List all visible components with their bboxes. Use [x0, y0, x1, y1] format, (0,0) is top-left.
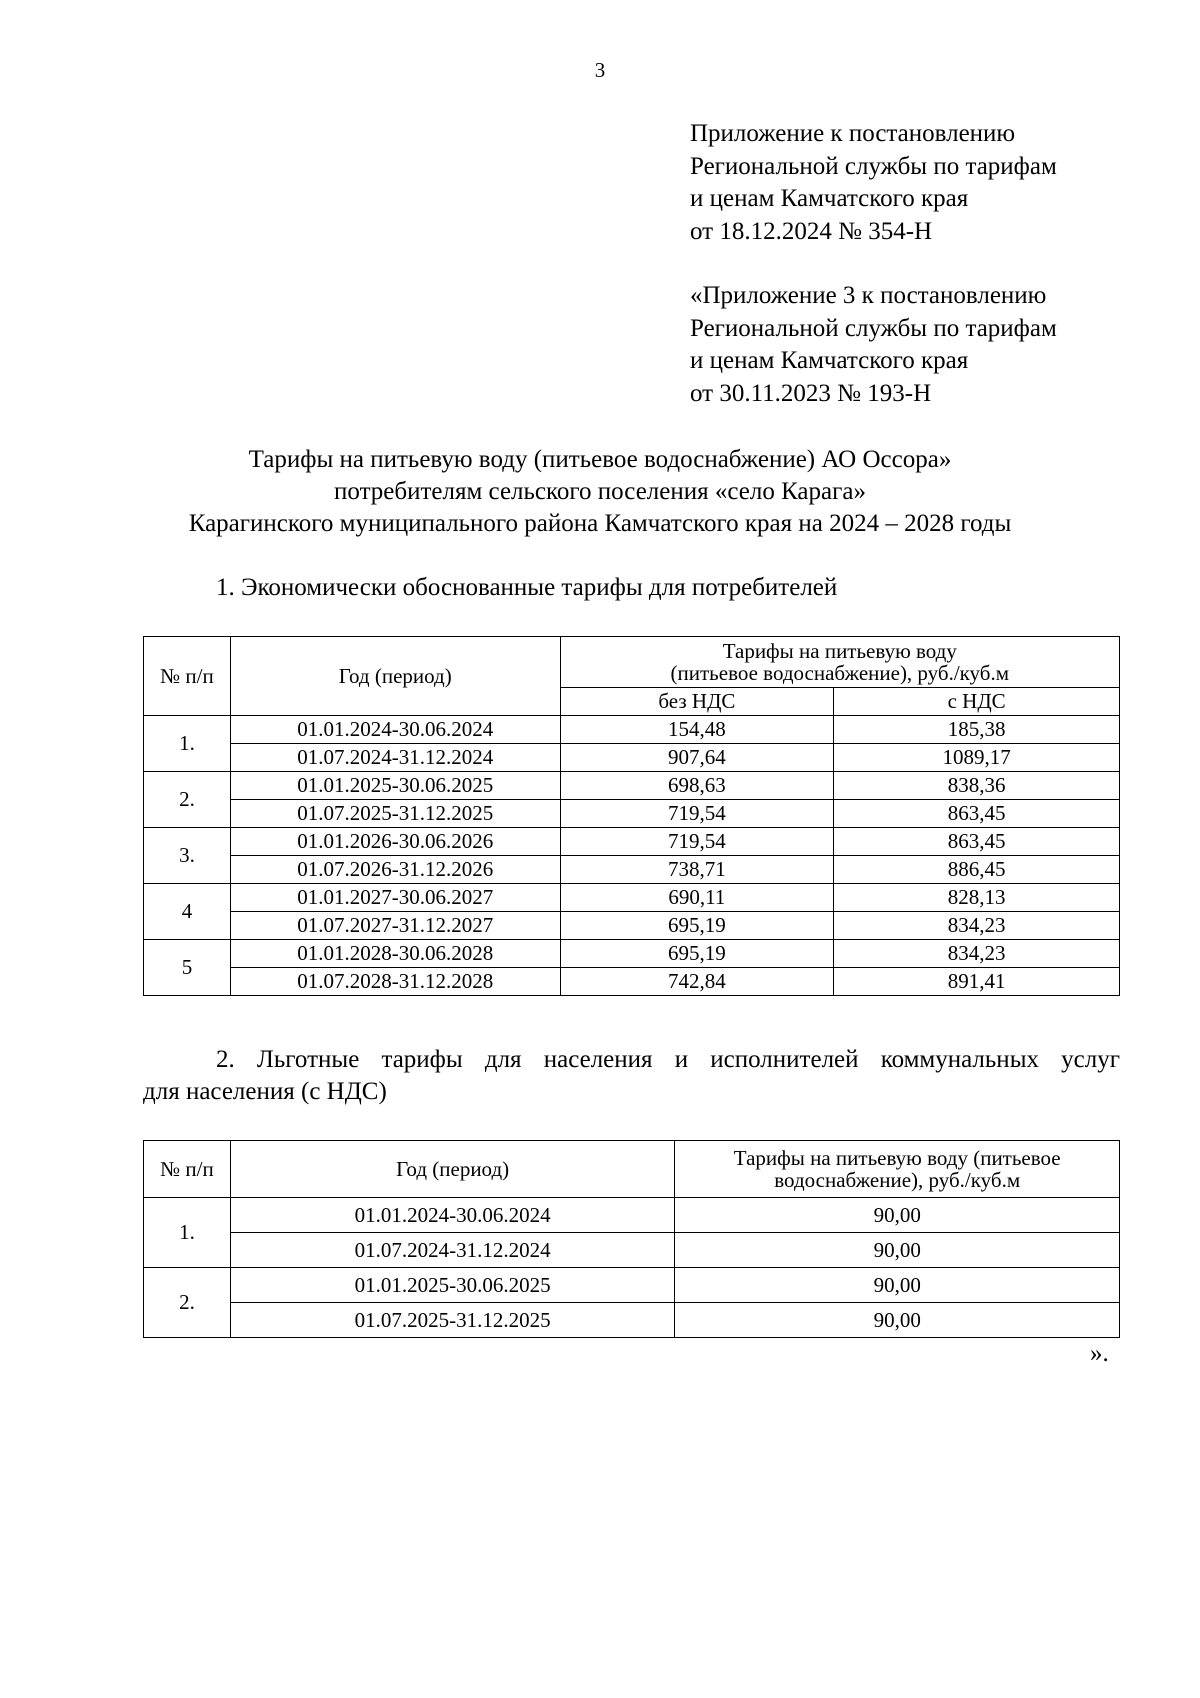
period-cell: 01.01.2024-30.06.2024: [230, 716, 560, 744]
row-number: 2.: [144, 1268, 231, 1338]
tariff-with-vat-cell: 828,13: [834, 884, 1120, 912]
header-num: № п/п: [144, 1141, 231, 1198]
header-no-vat: без НДС: [560, 688, 834, 716]
section2-heading-line: 2. Льготные тарифы для населения и исполнителей коммунальных услуг: [216, 1046, 1120, 1073]
tariff-no-vat-cell: 719,54: [560, 800, 834, 828]
appendix-reference: [690, 118, 1057, 248]
header-period: Год (период): [230, 1141, 675, 1198]
row-number: 3.: [144, 828, 231, 884]
table-row: [144, 828, 1120, 856]
tariff-no-vat-cell: 695,19: [560, 940, 834, 968]
appendix-line: и ценам Камчатского края: [690, 347, 969, 374]
period-cell: 01.01.2024-30.06.2024: [230, 1198, 675, 1233]
table-row: [144, 772, 1120, 800]
document-title: [0, 444, 1200, 540]
tariff-with-vat-cell: 834,23: [834, 912, 1120, 940]
table-row: [144, 912, 1120, 940]
tariff-no-vat-cell: 742,84: [560, 968, 834, 996]
table-row: [144, 1268, 1120, 1303]
header-period: Год (период): [230, 637, 560, 716]
tariff-value-cell: 90,00: [675, 1233, 1120, 1268]
tariff-value-cell: 90,00: [675, 1198, 1120, 1233]
table-row: [144, 940, 1120, 968]
table-row: [144, 1198, 1120, 1233]
section1-heading: 1. Экономически обоснованные тарифы для потребителей: [216, 574, 838, 601]
appendix-line: Приложение к постановлению: [690, 120, 1016, 147]
tariff-no-vat-cell: 907,64: [560, 744, 834, 772]
tariff-no-vat-cell: 738,71: [560, 856, 834, 884]
header-tariff-line: Тарифы на питьевую воду (питьевое: [733, 1145, 1061, 1170]
table-row: [144, 800, 1120, 828]
tariff-no-vat-cell: 698,63: [560, 772, 834, 800]
appendix-line: от 18.12.2024 № 354-Н: [690, 217, 933, 245]
table-row: [144, 968, 1120, 996]
appendix-3-reference: [690, 280, 1057, 410]
preferential-tariffs-table: [143, 1140, 1120, 1338]
tariff-no-vat-cell: 154,48: [560, 716, 834, 744]
table-row: [144, 1303, 1120, 1338]
header-tariff: [675, 1141, 1120, 1198]
title-line: Карагинского муниципального района Камчатского края на 2024 – 2028 годы: [188, 510, 1012, 537]
period-cell: 01.01.2026-30.06.2026: [230, 828, 560, 856]
table-row: [144, 744, 1120, 772]
economic-tariffs-table: [143, 636, 1120, 996]
tariff-value-cell: 90,00: [675, 1303, 1120, 1338]
table-body: [144, 716, 1120, 996]
tariff-no-vat-cell: 695,19: [560, 912, 834, 940]
table-row: [144, 856, 1120, 884]
appendix-line: от 30.11.2023 № 193-Н: [690, 379, 932, 407]
tariff-with-vat-cell: 834,23: [834, 940, 1120, 968]
appendix-line: и ценам Камчатского края: [690, 185, 969, 212]
row-number: 2.: [144, 772, 231, 828]
tariff-no-vat-cell: 690,11: [560, 884, 834, 912]
header-tariff-line: (питьевое водоснабжение), руб./куб.м: [670, 661, 1010, 685]
tariff-with-vat-cell: 838,36: [834, 772, 1120, 800]
period-cell: 01.01.2025-30.06.2025: [230, 1268, 675, 1303]
section2-heading-line: для населения (с НДС): [143, 1078, 387, 1105]
period-cell: 01.07.2027-31.12.2027: [230, 912, 560, 940]
header-tariff-line: водоснабжение), руб./куб.м: [774, 1168, 1021, 1192]
period-cell: 01.07.2024-31.12.2024: [230, 1233, 675, 1268]
header-tariff-line: Тарифы на питьевую воду: [722, 638, 957, 663]
period-cell: 01.07.2024-31.12.2024: [230, 744, 560, 772]
table-body: [144, 1198, 1120, 1338]
section2-heading: [143, 1044, 1120, 1108]
tariff-with-vat-cell: 185,38: [834, 716, 1120, 744]
tariff-value-cell: 90,00: [675, 1268, 1120, 1303]
title-line: Тарифы на питьевую воду (питьевое водоснабжение) АО Оссора»: [248, 446, 952, 473]
appendix-line: Региональной службы по тарифам: [690, 152, 1057, 180]
header-num: № п/п: [144, 637, 231, 716]
tariff-with-vat-cell: 863,45: [834, 828, 1120, 856]
tariff-with-vat-cell: 886,45: [834, 856, 1120, 884]
row-number: 1.: [144, 716, 231, 772]
row-number: 4: [144, 884, 231, 940]
table-row: [144, 716, 1120, 744]
row-number: 5: [144, 940, 231, 996]
header-with-vat: с НДС: [834, 688, 1120, 716]
closing-quote-mark: ».: [1090, 1340, 1109, 1367]
period-cell: 01.01.2028-30.06.2028: [230, 940, 560, 968]
period-cell: 01.07.2026-31.12.2026: [230, 856, 560, 884]
period-cell: 01.07.2025-31.12.2025: [230, 800, 560, 828]
period-cell: 01.07.2028-31.12.2028: [230, 968, 560, 996]
appendix-line: «Приложение 3 к постановлению: [690, 282, 1047, 309]
header-tariff: [560, 637, 1119, 688]
period-cell: 01.07.2025-31.12.2025: [230, 1303, 675, 1338]
tariff-no-vat-cell: 719,54: [560, 828, 834, 856]
tariff-with-vat-cell: 1089,17: [834, 744, 1120, 772]
appendix-line: Региональной службы по тарифам: [690, 314, 1057, 342]
period-cell: 01.01.2027-30.06.2027: [230, 884, 560, 912]
table-row: [144, 884, 1120, 912]
page-number: 3: [594, 58, 606, 82]
tariff-with-vat-cell: 891,41: [834, 968, 1120, 996]
tariff-with-vat-cell: 863,45: [834, 800, 1120, 828]
period-cell: 01.01.2025-30.06.2025: [230, 772, 560, 800]
title-line: потребителям сельского поселения «село Карага»: [334, 478, 866, 505]
table-row: [144, 1233, 1120, 1268]
row-number: 1.: [144, 1198, 231, 1268]
